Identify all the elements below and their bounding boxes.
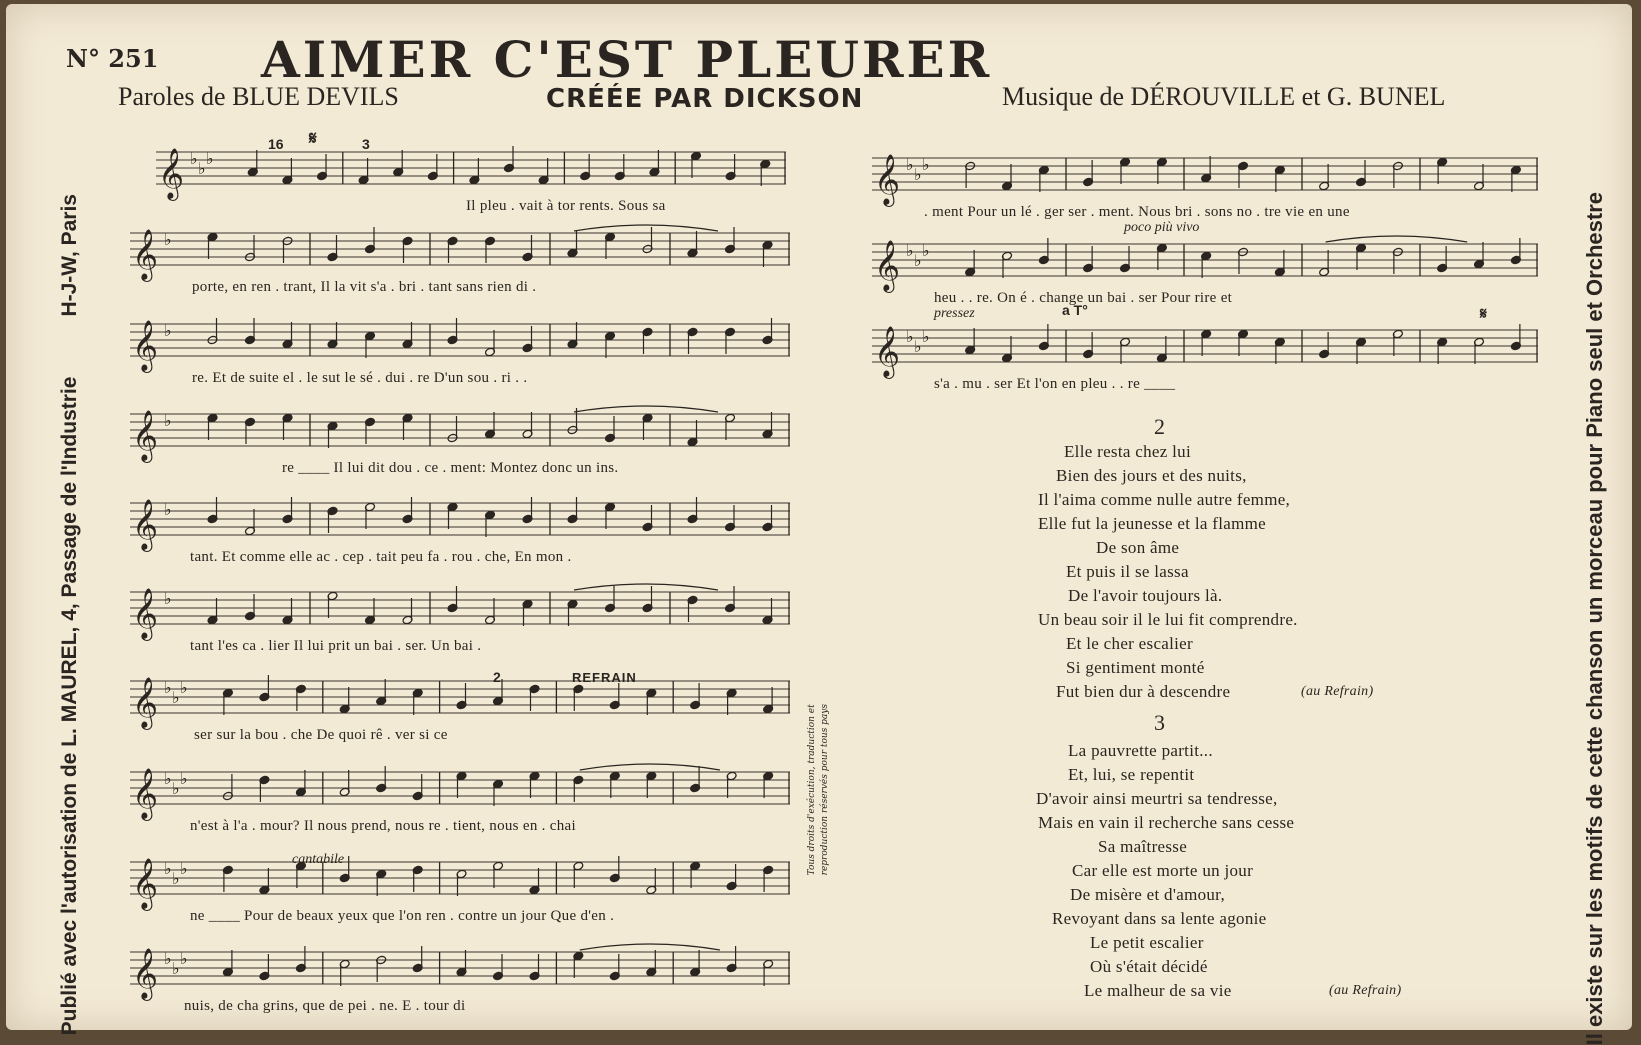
publisher-text: Publié avec l'autorisation de L. MAUREL, 4, Passage de l'Industrie	[58, 376, 81, 1036]
treble-clef-icon: 𝄞	[132, 768, 159, 819]
treble-clef-icon: 𝄞	[132, 588, 159, 639]
flat-icon: ♭	[914, 251, 922, 270]
verse-line: Revoyant dans sa lente agonie	[1052, 909, 1267, 928]
flat-icon: ♭	[180, 769, 188, 788]
flat-icon: ♭	[164, 859, 172, 878]
verse-line: Et, lui, se repentit	[1068, 765, 1195, 784]
music-staff	[130, 858, 790, 909]
poco-piu-vivo-mark: poco più vivo	[1124, 220, 1200, 235]
lyric-line: ne ____ Pour de beaux yeux que l'on ren . contre un jour Que d'en .	[190, 908, 615, 924]
verse-line: Elle resta chez lui	[1064, 442, 1191, 461]
music-staff	[872, 240, 1538, 291]
rights-notice: Tous droits d'exécution, traduction et reproduction réservés pour tous pays	[807, 704, 830, 876]
refrain-instruction: (au Refrain)	[1301, 684, 1374, 699]
flat-icon: ♭	[922, 241, 930, 260]
treble-clef-icon: 𝄞	[132, 320, 159, 371]
flat-icon: ♭	[172, 688, 180, 707]
flat-icon: ♭	[922, 327, 930, 346]
publisher-note	[58, 194, 82, 1035]
treble-clef-icon: 𝄞	[874, 326, 901, 377]
verse-line: Et puis il se lassa	[1066, 562, 1189, 581]
verse-line: Un beau soir il le lui fit comprendre.	[1038, 610, 1298, 629]
tie-arc	[574, 225, 718, 231]
tie-arc	[574, 584, 718, 590]
music-staff	[130, 677, 790, 728]
music-staff	[130, 410, 790, 461]
flat-icon: ♭	[906, 241, 914, 260]
lyric-line: re. Et de suite el . le sut le sé . dui . re D'un sou . ri . .	[192, 370, 528, 386]
rest-16-mark: 16	[268, 136, 284, 152]
treble-clef-icon: 𝄞	[132, 499, 159, 550]
flat-icon: ♭	[164, 769, 172, 788]
verse-2-number: 2	[1154, 414, 1165, 439]
verse-line: Sa maîtresse	[1098, 837, 1188, 856]
music-staff	[130, 768, 790, 819]
flat-icon: ♭	[180, 678, 188, 697]
flat-icon: ♭	[922, 155, 930, 174]
treble-clef-icon: 𝄞	[132, 858, 159, 909]
postcard	[6, 4, 1632, 1045]
verse-line: De misère et d'amour,	[1070, 885, 1226, 904]
printer-text: H-J-W, Paris	[58, 194, 81, 317]
tie-arc	[1326, 236, 1468, 242]
rest-3-mark: 3	[362, 136, 370, 152]
flat-icon: ♭	[906, 327, 914, 346]
verse-line: Fut bien dur à descendre	[1056, 682, 1231, 701]
lyric-line: ser sur la bou . che De quoi rê . ver si ce	[194, 727, 448, 743]
creator-credit: CRÉÉE PAR DICKSON	[546, 84, 864, 114]
lyric-line: s'a . mu . ser Et l'on en pleu . . re ____	[934, 376, 1176, 392]
a-tempo-mark: a T°	[1062, 302, 1088, 318]
cantabile-mark: cantabile	[292, 852, 345, 867]
verse-line: Et le cher escalier	[1066, 634, 1193, 653]
music-staff	[130, 948, 790, 999]
verse-line: De son âme	[1096, 538, 1180, 557]
verse-line: Elle fut la jeunesse et la flamme	[1038, 514, 1266, 533]
flat-icon: ♭	[172, 869, 180, 888]
refrain-instruction: (au Refrain)	[1329, 983, 1402, 998]
flat-icon: ♭	[914, 165, 922, 184]
segno-mark-2: 𝄋	[1480, 306, 1487, 323]
flat-icon: ♭	[172, 779, 180, 798]
flat-icon: ♭	[164, 949, 172, 968]
lyric-line: re ____ Il lui dit dou . ce . ment: Montez donc un ins.	[282, 460, 619, 476]
music-staff	[130, 229, 790, 280]
verse-line: Il l'aima comme nulle autre femme,	[1038, 490, 1291, 509]
lyric-line: nuis, de cha grins, que de pei . ne. E . tour di	[184, 998, 466, 1014]
flat-icon: ♭	[164, 500, 172, 519]
flat-icon: ♭	[164, 589, 172, 608]
flat-icon: ♭	[180, 859, 188, 878]
treble-clef-icon: 𝄞	[874, 154, 901, 205]
verse-line: De l'avoir toujours là.	[1068, 586, 1223, 605]
flat-icon: ♭	[180, 949, 188, 968]
flat-icon: ♭	[206, 149, 214, 168]
music-staff	[130, 320, 790, 371]
tie-arc	[574, 406, 718, 412]
segno-mark: 𝄋	[309, 128, 317, 148]
orchestra-note: Il existe sur les motifs de cette chanson un morceau pour Piano seul et Orchestre	[1582, 192, 1607, 1045]
verse-line: D'avoir ainsi meurtri sa tendresse,	[1036, 789, 1278, 808]
treble-clef-icon: 𝄞	[132, 410, 159, 461]
treble-clef-icon: 𝄞	[132, 677, 159, 728]
flat-icon: ♭	[164, 321, 172, 340]
pressez-mark: pressez	[934, 306, 975, 321]
lyric-line: tant. Et comme elle ac . cep . tait peu fa . rou . che, En mon .	[190, 549, 572, 565]
verse-line: Si gentiment monté	[1066, 658, 1205, 677]
tie-arc	[580, 944, 720, 950]
flat-icon: ♭	[906, 155, 914, 174]
song-title: AIMER C'EST PLEURER	[261, 30, 993, 89]
lyric-line: . ment Pour un lé . ger ser . ment. Nous bri . sons no . tre vie en une	[924, 204, 1350, 220]
flat-icon: ♭	[164, 230, 172, 249]
music-staff	[872, 154, 1538, 205]
lyricist-credit: Paroles de BLUE DEVILS	[118, 82, 399, 111]
treble-clef-icon: 𝄞	[132, 229, 159, 280]
treble-clef-icon: 𝄞	[874, 240, 901, 291]
flat-icon: ♭	[914, 337, 922, 356]
lyric-line: heu . . re. On é . change un bai . ser Pour rire et	[934, 290, 1233, 306]
lyric-line: tant l'es ca . lier Il lui prit un bai . ser. Un bai .	[190, 638, 482, 654]
rest-2-mark: 2	[493, 669, 501, 685]
lyric-line: Il pleu . vait à tor rents. Sous sa	[466, 198, 666, 214]
treble-clef-icon: 𝄞	[132, 948, 159, 999]
refrain-mark: REFRAIN	[572, 670, 637, 685]
treble-clef-icon: 𝄞	[158, 148, 185, 199]
lyric-line: porte, en ren . trant, Il la vit s'a . bri . tant sans rien di .	[192, 279, 537, 295]
music-staff	[872, 326, 1538, 377]
lyric-line: n'est à l'a . mour? Il nous prend, nous re . tient, nous en . chai	[190, 818, 576, 834]
music-staff	[130, 499, 790, 550]
verse-3-number: 3	[1154, 710, 1165, 735]
flat-icon: ♭	[164, 411, 172, 430]
verse-line: Mais en vain il recherche sans cesse	[1038, 813, 1295, 832]
verse-line: Le malheur de sa vie	[1084, 981, 1232, 1000]
flat-icon: ♭	[164, 678, 172, 697]
verse-line: Le petit escalier	[1090, 933, 1204, 952]
verse-line: Bien des jours et des nuits,	[1056, 466, 1247, 485]
music-staff	[156, 148, 786, 199]
verse-line: La pauvrette partit...	[1068, 741, 1213, 760]
music-staff	[130, 588, 790, 639]
song-number: N° 251	[66, 44, 159, 73]
flat-icon: ♭	[190, 149, 198, 168]
composer-credit: Musique de DÉROUVILLE et G. BUNEL	[1002, 82, 1446, 111]
verse-line: Car elle est morte un jour	[1072, 861, 1254, 880]
verse-line: Où s'était décidé	[1090, 957, 1208, 976]
flat-icon: ♭	[198, 159, 206, 178]
flat-icon: ♭	[172, 959, 180, 978]
